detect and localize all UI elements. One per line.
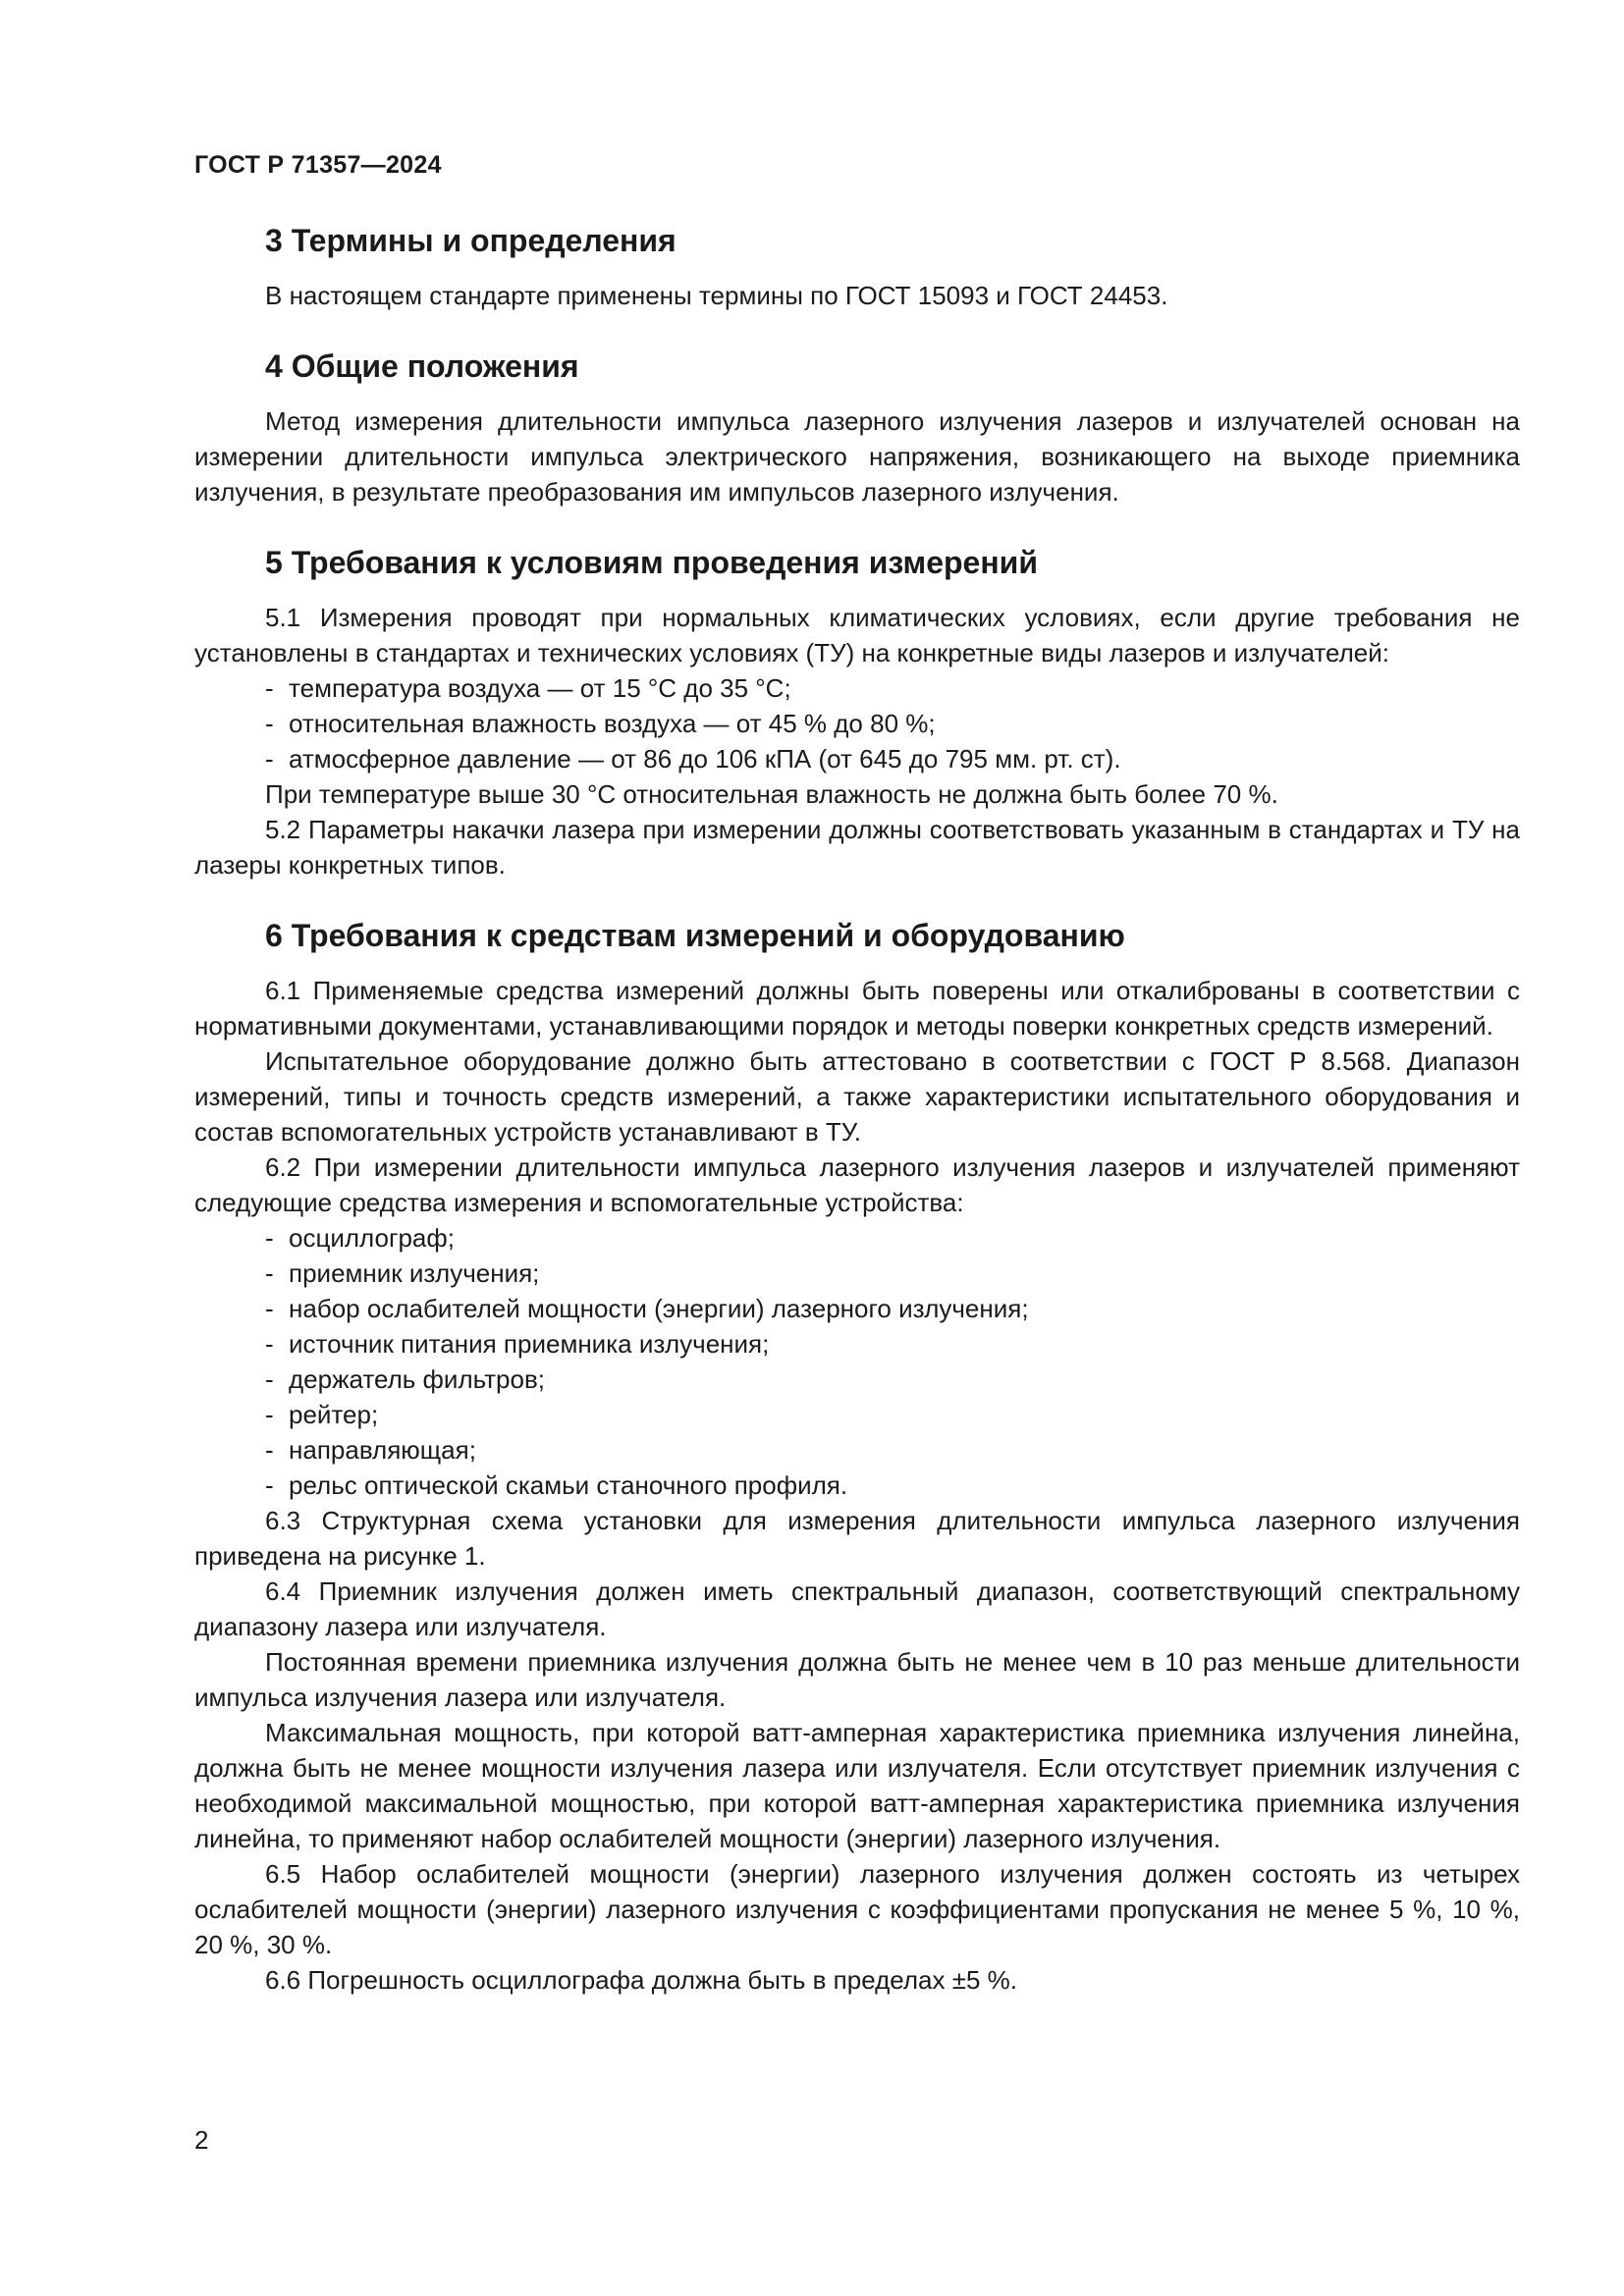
humidity-note: При температуре выше 30 °С относительная влажность не должна быть более 70 %.: [265, 779, 1278, 809]
conditions-list: [194, 670, 1520, 776]
max-power-paragraph: Максимальная мощность, при которой ватт-амперная характеристика приемника излучения линейна, должна быть не менее мощности излучения лазера или излучателя. Если отсутствует приемник излучения с необходимой максимальной мощностью, при которой ватт-амперная характеристика приемника излучения линейна, то применяют набор ослабителей мощности (энергии) лазерного излучения.: [194, 1718, 1520, 1853]
clause-6-2: 6.2 При измерении длительности импульса лазерного излучения лазеров и излучателей применяют следующие средства измерения и вспомогательные устройства:: [194, 1152, 1520, 1217]
section-6-title: 6 Требования к средствам измерений и оборудованию: [265, 918, 1125, 953]
list-item: - относительная влажность воздуха — от 45 % до 80 %;: [265, 706, 1520, 741]
list-item: - источник питания приемника излучения;: [265, 1326, 1520, 1362]
page-number: 2: [194, 2125, 209, 2155]
section-3-paragraph: В настоящем стандарте применены термины по ГОСТ 15093 и ГОСТ 24453.: [265, 281, 1168, 310]
section-4-title: 4 Общие положения: [265, 348, 579, 384]
section-3-title: 3 Термины и определения: [265, 223, 677, 258]
section-5-title: 5 Требования к условиям проведения измерений: [265, 545, 1038, 580]
list-item: - набор ослабителей мощности (энергии) лазерного излучения;: [265, 1291, 1520, 1326]
list-item: - рельс оптической скамьи станочного профиля.: [265, 1468, 1520, 1503]
clause-6-1: 6.1 Применяемые средства измерений должны быть поверены или откалиброваны в соответствии с нормативными документами, устанавливающими порядок и методы поверки конкретных средств измерений.: [194, 976, 1520, 1041]
list-item: - рейтер;: [265, 1397, 1520, 1432]
equipment-attestation-paragraph: Испытательное оборудование должно быть аттестовано в соответствии с ГОСТ Р 8.568. Диапазон измерений, типы и точность средств измерений, а также характеристики испытательного оборудования и состав вспомогательных устройств устанавливают в ТУ.: [194, 1046, 1520, 1147]
list-item: - направляющая;: [265, 1432, 1520, 1468]
clause-6-5: 6.5 Набор ослабителей мощности (энергии) лазерного излучения должен состоять из четырех ослабителей мощности (энергии) лазерного излучения с коэффициентами пропускания не менее 5 %, 10 %, 20 %, 30 %.: [194, 1859, 1520, 1959]
list-item: - держатель фильтров;: [265, 1362, 1520, 1397]
list-item: - температура воздуха — от 15 °С до 35 °С;: [265, 670, 1520, 706]
clause-6-4: 6.4 Приемник излучения должен иметь спектральный диапазон, соответствующий спектральному диапазону лазера или излучателя.: [194, 1576, 1520, 1641]
clause-5-1: 5.1 Измерения проводят при нормальных климатических условиях, если другие требования не установлены в стандартах и технических условиях (ТУ) на конкретные виды лазеров и излучателей:: [194, 603, 1520, 667]
list-item: - атмосферное давление — от 86 до 106 кПА (от 645 до 795 мм. рт. ст).: [265, 741, 1520, 776]
list-item: - осциллограф;: [265, 1220, 1520, 1255]
document-body: [194, 221, 1520, 1998]
document-code-header: ГОСТ Р 71357—2024: [194, 151, 442, 179]
section-4-paragraph: Метод измерения длительности импульса лазерного излучения лазеров и излучателей основан на измерении длительности импульса электрического напряжения, возникающего на выходе приемника излучения, в результате преобразования им импульсов лазерного излучения.: [194, 406, 1520, 507]
list-item: - приемник излучения;: [265, 1255, 1520, 1291]
time-constant-paragraph: Постоянная времени приемника излучения должна быть не менее чем в 10 раз меньше длительности импульса излучения лазера или излучателя.: [194, 1647, 1520, 1712]
clause-5-2: 5.2 Параметры накачки лазера при измерении должны соответствовать указанным в стандартах и ТУ на лазеры конкретных типов.: [194, 815, 1520, 880]
clause-6-6: 6.6 Погрешность осциллографа должна быть в пределах ±5 %.: [265, 1965, 1018, 1995]
instruments-list: [194, 1220, 1520, 1503]
clause-6-3: 6.3 Структурная схема установки для измерения длительности импульса лазерного излучения приведена на рисунке 1.: [194, 1506, 1520, 1571]
